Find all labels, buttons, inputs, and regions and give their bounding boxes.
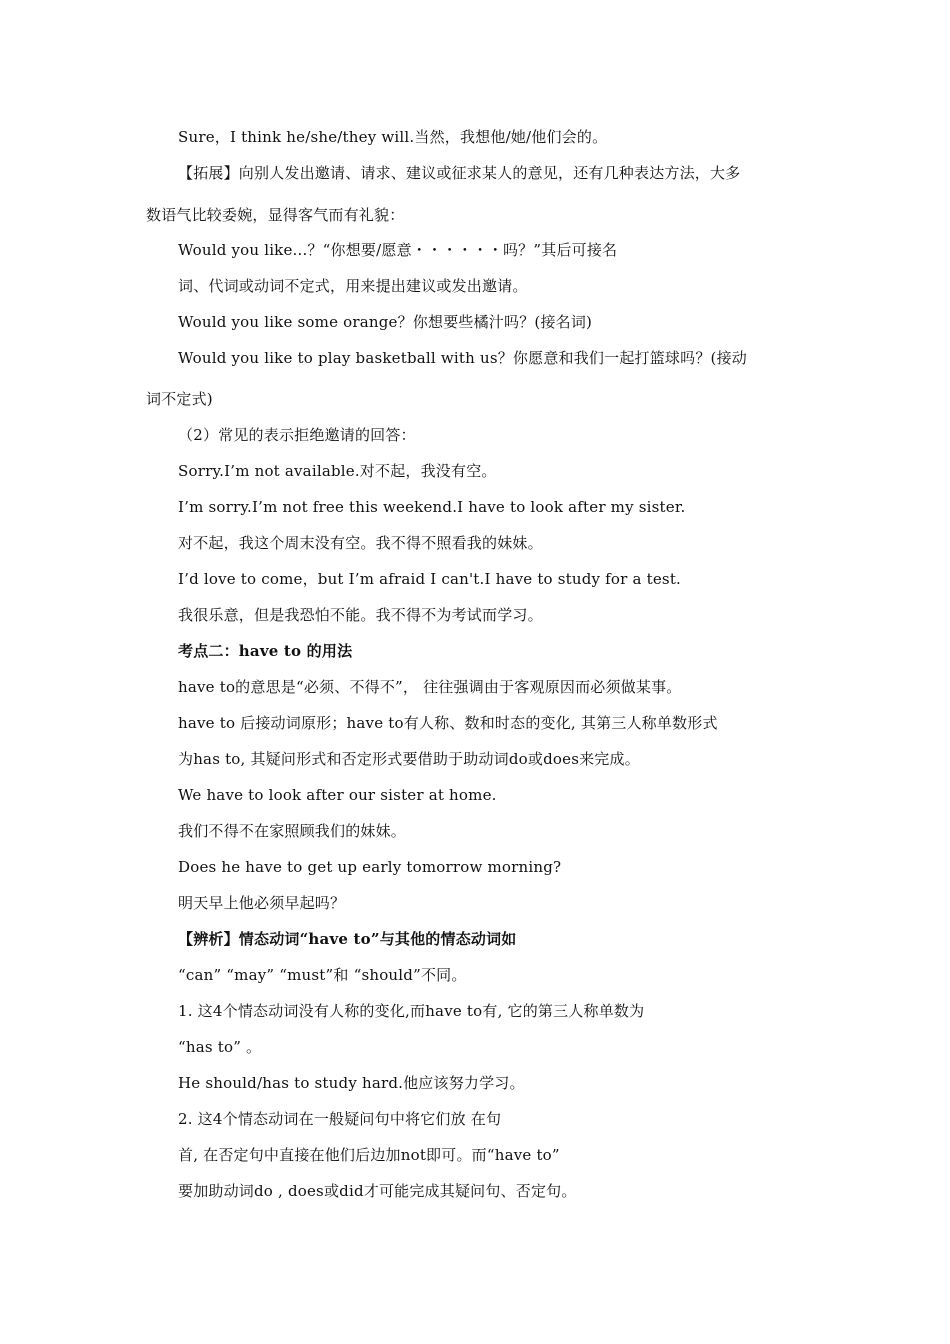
text-line: Would you like to play basketball with us？你愿意和我们一起打篮球吗？(接动	[178, 349, 747, 367]
text-line: 明天早上他必须早起吗？	[178, 894, 346, 912]
text-line: 词、代词或动词不定式，用来提出建议或发出邀请。	[178, 277, 528, 295]
text-line: 对不起，我这个周末没有空。我不得不照看我的妹妹。	[178, 534, 543, 552]
text-line: 2. 这4个情态动词在一般疑问句中将它们放 在句	[178, 1110, 502, 1128]
text-line: Would you like...？“你想要/愿意・・・・・・吗？”其后可接名	[178, 241, 618, 259]
text-line: 首, 在否定句中直接在他们后边加not即可。而“have to”	[178, 1146, 560, 1164]
text-line: 数语气比较委婉，显得客气而有礼貌：	[146, 206, 405, 224]
text-line: （2）常见的表示拒绝邀请的回答：	[178, 426, 416, 444]
section-heading: 考点二：have to 的用法	[178, 642, 353, 660]
text-line: 我很乐意，但是我恐怕不能。我不得不为考试而学习。	[178, 606, 543, 624]
section-heading: 【辨析】情态动词“have to”与其他的情态动词如	[178, 930, 517, 948]
text-line: 词不定式)	[146, 390, 213, 408]
text-line: 1. 这4个情态动词没有人称的变化,而have to有, 它的第三人称单数为	[178, 1002, 645, 1020]
text-line: I’d love to come，but I’m afraid I can't.I have to study for a test.	[178, 570, 682, 588]
text-line: We have to look after our sister at home.	[178, 786, 497, 804]
text-line: He should/has to study hard.他应该努力学习。	[178, 1074, 525, 1092]
text-line: Sure，I think he/she/they will.当然，我想他/她/他们会的。	[178, 128, 608, 146]
text-line: have to 后接动词原形；have to有人称、数和时态的变化, 其第三人称单数形式	[178, 714, 718, 732]
text-line: 为has to, 其疑问形式和否定形式要借助于助动词do或does来完成。	[178, 750, 640, 768]
text-line: “can” “may” “must”和 “should”不同。	[178, 966, 467, 984]
text-line: “has to” 。	[178, 1038, 262, 1056]
text-line: 要加助动词do , does或did才可能完成其疑问句、否定句。	[178, 1182, 577, 1200]
text-line: 【拓展】向别人发出邀请、请求、建议或征求某人的意见，还有几种表达方法，大多	[178, 164, 741, 182]
text-line: have to的意思是“必须、不得不”， 往往强调由于客观原因而必须做某事。	[178, 678, 682, 696]
text-line: I’m sorry.I’m not free this weekend.I have to look after my sister.	[178, 498, 686, 516]
text-line: Sorry.I’m not available.对不起，我没有空。	[178, 462, 497, 480]
text-line: 我们不得不在家照顾我们的妹妹。	[178, 822, 407, 840]
text-line: Does he have to get up early tomorrow morning?	[178, 858, 562, 876]
text-line: Would you like some orange？你想要些橘汁吗？(接名词)	[178, 313, 593, 331]
